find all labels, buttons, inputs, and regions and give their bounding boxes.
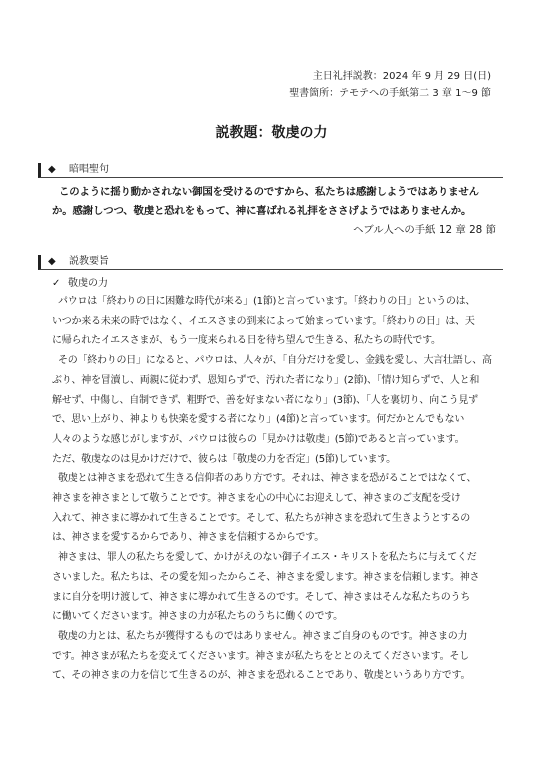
body-line: パウロは「終わりの日に困難な時代が来る」(1節)と言っています。「終わりの日」というのは、 — [58, 296, 476, 307]
body-line: 神さまを神さまとして敬うことです。神さまを心の中心にお迎えして、神さまのご支配を受け — [52, 493, 461, 505]
body-line: に帰られたイエスさまが、もう一度来られる日を待ち望んで生きる、私たちの時代です。 — [52, 335, 441, 347]
body-line: 解せず、中傷し、自制できず、粗野で、善を好まない者になり」(3節)、「人を裏切り、向こう見ず — [52, 394, 478, 406]
checkmark-icon: ✓ — [52, 278, 61, 289]
body-line: 人々のような感じがしますが、パウロは彼らの「見かけは敬虔」(5節)であると言っています。 — [52, 433, 465, 445]
section-label: 暗唱聖句 — [69, 164, 109, 175]
body-line: 入れて、神さまに導かれて生きることです。そして、私たちが神さまを恐れて生きようとするの — [52, 512, 471, 524]
body-line: ただ、敬虔なのは見かけだけで、彼らは「敬虔の力を否定」(5節)しています。 — [52, 453, 396, 465]
body-line: です。神さまが私たちを変えてくださいます。神さまが私たちをととのえてくださいます。そし — [52, 650, 469, 662]
verse-citation: ヘブル人への手紙 12 章 28 節 — [353, 224, 496, 236]
body-line: まに自分を明け渡して、神さまに導かれて生きるのです。そして、神さまはそんな私たちのうち — [52, 591, 471, 603]
sermon-date: 主日礼拝説教：2024 年 9 月 29 日(日) — [312, 71, 491, 82]
section-header-memory-verse — [38, 163, 503, 178]
body-line: て、その神さまの力を信じて生きるのが、神さまを恐れることであり、敬虔というあり方です。 — [52, 670, 471, 682]
body-line: さいました。私たちは、その愛を知ったからこそ、神さまを愛します。神さまを信頼します。神さ — [52, 571, 480, 583]
subsection-label: 敬虔の力 — [68, 278, 108, 289]
verse-line: か。感謝しつつ、敬虔と恐れをもって、神に喜ばれる礼拝をささげようではありませんか。 — [52, 205, 472, 217]
diamond-bullet-icon: ◆ — [48, 164, 56, 175]
subsection-heading — [52, 276, 108, 292]
sermon-meta — [289, 68, 491, 102]
body-line: 敬虔とは神さまを恐れて生きる信仰者のあり方です。それは、神さまを恐がることではなくて、 — [58, 473, 477, 485]
body-line: その「終わりの日」になると、パウロは、人々が、「自分だけを愛し、金銭を愛し、大言壮語し、高 — [58, 355, 492, 367]
section-label: 説教要旨 — [69, 256, 109, 267]
body-line: 神さまは、罪人の私たちを愛して、かけがえのない御子イエス・キリストを私たちに与えてくだ — [58, 552, 477, 564]
body-line: 敬虔の力とは、私たちが獲得するものではありません。神さまご自身のものです。神さまの力 — [58, 630, 468, 642]
scripture-reference: 聖書箇所：テモテへの手紙第二 3 章 1～9 節 — [289, 88, 491, 99]
summary-body — [52, 292, 504, 686]
diamond-bullet-icon: ◆ — [48, 256, 56, 267]
sermon-title: 説教題：敬虔の力 — [215, 125, 328, 141]
body-line: いつか来る未来の時ではなく、イエスさまの到来によって始まっています。「終わりの日」は、天 — [52, 315, 475, 327]
body-line: に働いてくださいます。神さまの力が私たちのうちに働くのです。 — [52, 611, 343, 623]
body-line: ぶり、神を冒瀆し、両親に従わず、恩知らずで、汚れた者になり」(2節)、「情け知らずで、人と和 — [52, 374, 480, 386]
verse-line: このように揺り動かされない御国を受けるのですから、私たちは感謝しようではありません — [59, 186, 479, 198]
memory-verse — [52, 183, 502, 221]
body-line: は、神さまを愛するからであり、神さまを信頼するからです。 — [52, 532, 324, 544]
body-line: で、思い上がり、神よりも快楽を愛する者になり」(4節)と言っています。何だかとんでもない — [52, 414, 465, 426]
section-header-summary — [38, 255, 503, 270]
